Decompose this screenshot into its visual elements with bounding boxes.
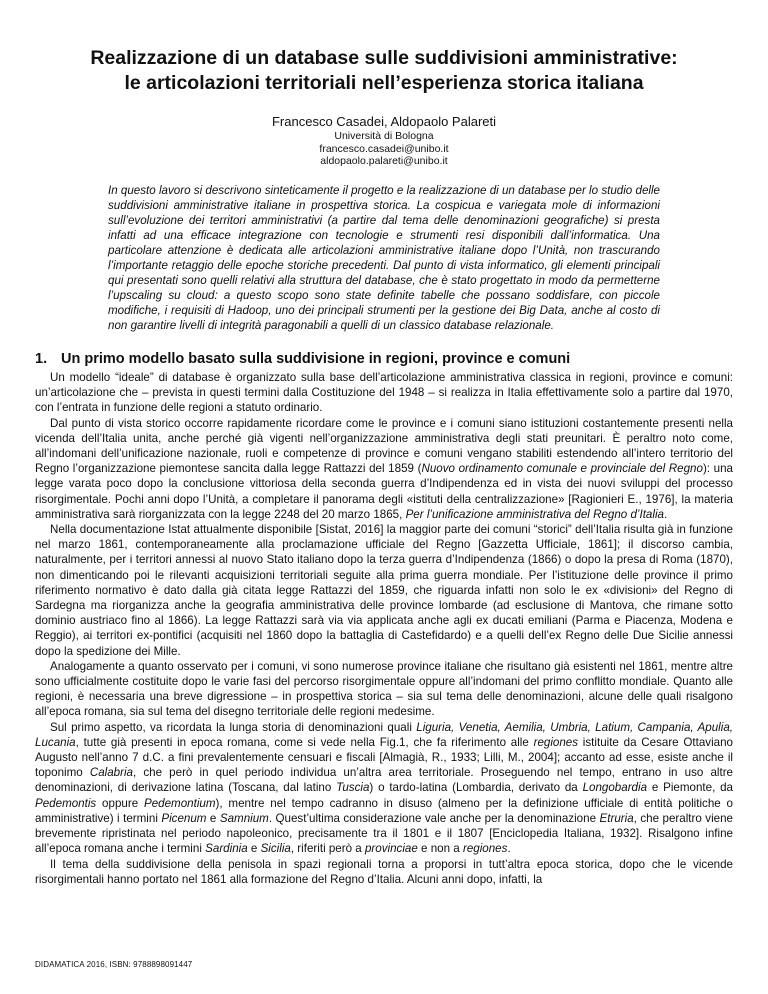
p5-c: istituite da Cesare Ottaviano Augusto nell’anno 7 d.C. a fini prevalentemente censuari e fiscali [Almagià, R., 1933; Lilli, M., 2004]; accanto ad esse, esiste anche il toponimo xyxy=(35,735,733,780)
p5-sicilia: Sicilia xyxy=(260,842,291,856)
title-line-1: Realizzazione di un database sulle suddivisioni amministrative: xyxy=(90,47,678,69)
p5-sardinia: Sardinia xyxy=(205,842,248,856)
p5-a: Sul primo aspetto, va ricordata la lunga storia di denominazioni quali xyxy=(50,720,417,734)
abstract: In questo lavoro si descrivono sinteticamente il progetto e la realizzazione di un database per lo studio delle suddivisioni amministrative italiane in prospettiva storica. La cospicua e variegata mole di informazioni sull’evoluzione dei territori amministrativi (a partire dal tema delle denominazioni geografiche) si presta infatti ad una efficace integrazione con tecnologie e strumenti resi disponibili dall’informatica. Una particolare attenzione è dedicata alle articolazioni amministrative italiane dopo l’Unità, non trascurando l’importante retaggio delle epoche storiche precedenti. Dal punto di vista informatico, gli elementi principali qui presentati sono quelli relativi alla struttura del database, che è stato progettato in modo da permetterne l’upscaling su cloud: a questo scopo sono state definite tabelle che possano soddisfare, con piccole modifiche, i requisiti di Hadoop, uno dei principali strumenti per la gestione dei Big Data, anche al costo di non garantire livelli di integrità paragonabili a quelli di un classico database relazionale. xyxy=(108,184,660,332)
p5-h: ), mentre nel tempo cadranno in disuso (almeno per la definizione ufficiale di entità politiche o amministrative) i termini xyxy=(35,796,733,825)
p5-pedemontium: Pedemontium xyxy=(143,796,216,810)
paragraph-1-text: Un modello “ideale” di database è organizzato sulla base dell’articolazione amministrativa classica in regioni, province e comuni: un’articolazione che – prevista in questi termini dalla Costituzione del 1948 – si realizza in Italia effettivamente solo a partire dal 1970, con l’entrata in funzione delle regioni a statuto ordinario. xyxy=(35,371,733,415)
university-name: Università di Bologna xyxy=(334,130,434,142)
section-heading xyxy=(35,350,735,368)
paragraph-6 xyxy=(35,857,733,887)
author-email-2: aldopaolo.palareti@unibo.it xyxy=(320,155,448,167)
p5-m: , riferiti però a xyxy=(290,842,365,856)
paragraph-2-text-c: ): una legge varata poco dopo la conclusione vittoriosa della seconda guerra d’Indipendenza ed in vista dei nuovi sviluppi del processo risorgimentale. Pochi anni dopo l’Unità, a completare il panorama degli «istituti della centralizzazione» [Ragionieri E., 1976], la materia amministrativa sarà riorganizzata con la legge 2248 del 20 marzo 1865, xyxy=(35,462,733,521)
paragraph-6-text: Il tema della suddivisione della penisola in spazi regionali torna a proporsi in tutt’altra epoca storica, dopo che le vicende risorgimentali hanno portato nel 1861 alla formazione del Regno d’Italia. Alcuni anni dopo, infatti, la xyxy=(35,857,733,886)
p5-d: , che però in quel periodo individua un’altra area territoriale. Proseguendo nel tempo, entrano in uso altre denominazioni, di derivazione latina (Toscana, dal latino xyxy=(35,766,733,795)
body-text xyxy=(35,370,733,887)
p5-picenum: Picenum xyxy=(161,811,207,825)
paper-title xyxy=(60,46,708,96)
page-footer: DIDAMATICA 2016, ISBN: 9788898091447 xyxy=(35,960,193,969)
author-email-1: francesco.casadei@unibo.it xyxy=(319,142,449,155)
p5-b: , tutte già presenti in epoca romana, come si vede nella Fig.1, che fa riferimento alle xyxy=(75,735,534,749)
author-list: Francesco Casadei, Aldopaolo Palareti xyxy=(271,114,497,129)
p5-pedemontis: Pedemontis xyxy=(35,796,97,810)
law-title-1865: Per l’unificazione amministrativa del Regno d’Italia xyxy=(405,507,664,521)
p5-f: e Piemonte, da xyxy=(647,781,733,795)
p5-longobardia: Longobardia xyxy=(582,781,648,795)
p5-samnium: Samnium xyxy=(219,811,269,825)
paragraph-2 xyxy=(35,416,733,522)
paragraph-1 xyxy=(35,370,733,416)
paragraph-2-text-e: . xyxy=(663,507,668,521)
paragraph-3 xyxy=(35,522,733,659)
p5-provinciae: provinciae xyxy=(364,842,418,856)
p5-tuscia: Tuscia xyxy=(336,781,370,795)
p5-calabria: Calabria xyxy=(89,766,134,780)
affiliation-block xyxy=(0,130,768,168)
p5-roman-region-names: Liguria, Venetia, Aemilia, Umbria, Latium, Campania, Apulia, Lucania xyxy=(35,720,733,749)
p5-n: e non a xyxy=(417,842,463,856)
p5-j: . Quest’ultima considerazione vale anche per la denominazione xyxy=(268,811,600,825)
p5-o: . xyxy=(507,842,511,856)
title-line-2: le articolazioni territoriali nell’esperienza storica italiana xyxy=(124,72,644,94)
paragraph-4-text: Analogamente a quanto osservato per i comuni, vi sono numerose province italiane che risultano già esistenti nel 1861, mentre altre sono ufficialmente costituite dopo le varie fasi del percorso risorgimentale oppure all’indomani del primo conflitto mondiale. Quanto alle regioni, è necessaria una breve digressione – in prospettiva storica – sia sul tema delle denominazioni, alcune delle quali risalgono all’epoca romana, sia sul tema del disegno territoriale delle regioni medesime. xyxy=(35,659,733,719)
paragraph-2-text-a: Dal punto di vista storico occorre rapidamente ricordare come le province e i comuni siano istituzioni costantemente presenti nella vicenda dell’Italia unita, anche perché già vigenti nell’organizzazione amministrativa degli stati preunitari. È peraltro noto come, all’indomani dell’unificazione nazionale, ruoli e competenze di province e comuni vengano stabiliti estendendo all’intero territorio del Regno l’organizzazione piemontese sancita dalla legge Rattazzi del 1859 ( xyxy=(35,416,733,476)
p5-e: ) o tardo-latina (Lombardia, derivato da xyxy=(369,781,583,795)
paragraph-4 xyxy=(35,659,733,720)
section-number: 1. xyxy=(35,351,48,367)
p5-etruria: Etruria xyxy=(599,811,634,825)
p5-k: , che peraltro viene brevemente ripristinata nel periodo napoleonico, precisamente tra il 1801 e il 1807 [Enciclopedia Italiana, 1932]. Risalgono infine all’epoca romana anche i termini xyxy=(35,811,734,856)
section-title: Un primo modello basato sulla suddivisione in regioni, province e comuni xyxy=(61,351,571,367)
paragraph-5 xyxy=(35,720,733,857)
p5-regiones-2: regiones xyxy=(462,842,508,856)
paragraph-3-text: Nella documentazione Istat attualmente disponibile [Sistat, 2016] la maggior parte dei comuni “storici” dell’Italia risulta già in funzione nel marzo 1861, contemporaneamente alla proclamazione ufficiale del Regno [Gazzetta Ufficiale, 1861]; il discorso cambia, naturalmente, per i territori annessi al nuovo Stato italiano dopo la terza guerra d’Indipendenza (1866) o dopo la presa di Roma (1870), non dimenticando poi le rilevanti acquisizioni territoriali seguite alla prima guerra mondiale. Per l’istituzione delle province il primo riferimento normativo è dato dalla già citata legge Rattazzi del 1859, che riguarda infatti non solo le ex «divisioni» del Regno di Sardegna ma riorganizza anche la geografia amministrativa delle province lombarde (ad esclusione di Mantova, che rimane sotto dominio austriaco fino al 1866). La legge Rattazzi sarà via via applicata anche agli ex ducati emiliani (Parma e Piacenza, Modena e Reggio), ai territori ex-pontifici (acquisiti nel 1860 dopo la battaglia di Castefidardo) e a quelli dell’ex Regno delle Due Sicilie annessi dopo la spedizione dei Mille. xyxy=(35,523,733,658)
p5-regiones: regiones xyxy=(533,735,579,749)
p5-i: e xyxy=(206,811,220,825)
law-title-rattazzi: Nuovo ordinamento comunale e provinciale del Regno xyxy=(421,462,703,476)
p5-l: e xyxy=(247,842,261,856)
p5-g: oppure xyxy=(96,796,144,810)
